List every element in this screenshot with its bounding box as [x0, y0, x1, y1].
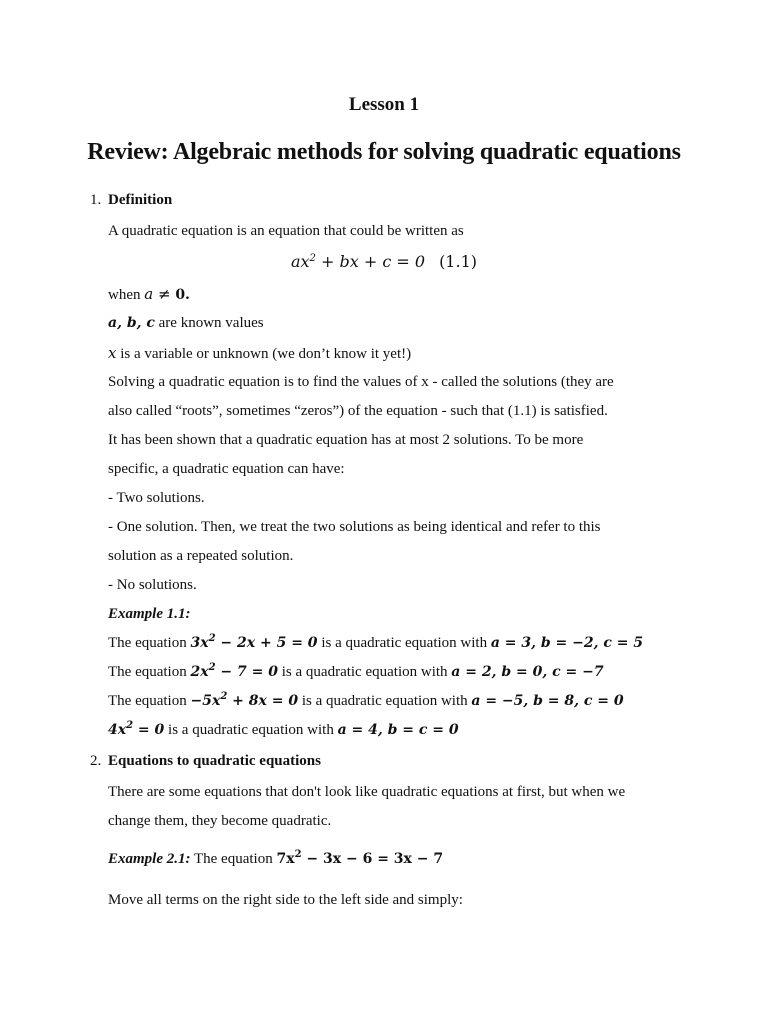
example-middle: is a quadratic equation with [321, 635, 488, 651]
known-values-text: are known values [158, 315, 264, 331]
example-middle: is a quadratic equation with [301, 693, 468, 709]
when-text: when [108, 287, 141, 303]
display-equation-1-1 [0, 252, 768, 271]
section-1-heading: Definition [108, 192, 173, 208]
variable-text: is a variable or unknown (we don’t know it yet!) [120, 346, 412, 362]
solving-line-2: also called “roots”, sometimes “zeros”) of the equation - such that (1.1) is satisfied. [108, 403, 608, 419]
definition-intro: A quadratic equation is an equation that could be written as [108, 223, 464, 239]
example-2-1-prefix: The equation [193, 851, 273, 867]
equation-math: $-5x^2 + 8x = 0$ [190, 691, 299, 709]
example-1-1-line-3 [108, 692, 624, 710]
zero-bold: 0. [175, 287, 190, 303]
one-solution-item-line-2: solution as a repeated solution. [108, 548, 294, 564]
lesson-title: Lesson 1 [348, 94, 420, 115]
example-2-1-equation: $7x^2 - 3x - 6 = 3x - 7$ [276, 849, 444, 867]
section-1-number: 1. [90, 192, 102, 208]
coefficients-math: a = 4, b = c = 0 [337, 722, 459, 738]
two-solutions-item: - Two solutions. [108, 490, 205, 506]
shown-line-1: It has been shown that a quadratic equation has at most 2 solutions. To be more [108, 432, 584, 448]
document-title: Review: Algebraic methods for solving quadratic equations [87, 139, 681, 165]
condition-line [108, 285, 190, 304]
example-middle: is a quadratic equation with [168, 722, 334, 738]
quadratic-general-form: $ax^2$ + bx + c = 0 [290, 252, 426, 271]
example-2-1-label: Example 2.1: [108, 851, 191, 867]
example-1-1-line-4 [108, 721, 459, 739]
example-1-1-line-2 [108, 663, 604, 681]
coefficients-math: a = −5, b = 8, c = 0 [471, 693, 624, 709]
example-1-1-label: Example 1.1: [108, 606, 191, 622]
coefficients-math: a = 2, b = 0, c = −7 [451, 664, 604, 680]
equation-math: $3x^2 - 2x + 5 = 0$ [190, 633, 318, 651]
equation-math: $4x^2 = 0$ [108, 720, 165, 738]
section-2-intro-line-1: There are some equations that don't look like quadratic equations at first, but when we [108, 784, 626, 800]
one-solution-item-line-1: - One solution. Then, we treat the two solutions as being identical and refer to this [108, 519, 601, 535]
section-2-number: 2. [90, 753, 102, 769]
known-values-line [108, 314, 264, 332]
abc-math: a, b, c [108, 315, 155, 331]
equation-math: $2x^2 - 7 = 0$ [190, 662, 278, 680]
example-2-1-line [108, 850, 443, 868]
section-2-heading: Equations to quadratic equations [108, 753, 321, 769]
example-prefix: The equation [108, 693, 187, 709]
coefficients-math: a = 3, b = −2, c = 5 [490, 635, 644, 651]
example-prefix: The equation [108, 664, 187, 680]
section-2-intro-line-2: change them, they become quadratic. [108, 813, 332, 829]
equation-tag: (1.1) [439, 252, 477, 271]
variable-line [108, 344, 411, 363]
example-middle: is a quadratic equation with [281, 664, 448, 680]
shown-line-2: specific, a quadratic equation can have: [108, 461, 345, 477]
a-nonzero-math: a ≠ [144, 285, 176, 303]
solving-line-1: Solving a quadratic equation is to find the values of x - called the solutions (they are [108, 374, 614, 390]
no-solutions-item: - No solutions. [108, 577, 197, 593]
example-1-1-line-1 [108, 634, 643, 652]
x-math: x [108, 344, 117, 362]
move-terms-line: Move all terms on the right side to the left side and simply: [108, 892, 463, 908]
example-prefix: The equation [108, 635, 187, 651]
